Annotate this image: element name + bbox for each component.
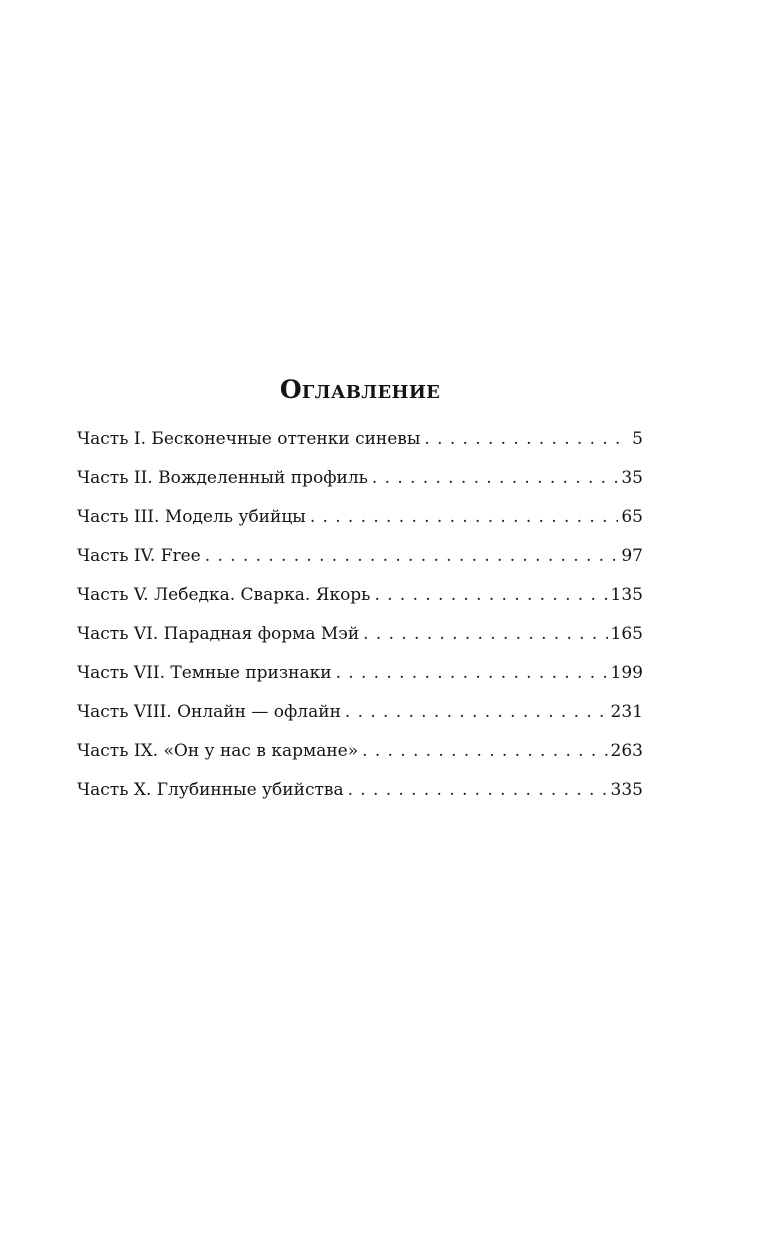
toc-entry-label: Часть I. Бесконечные оттенки синевы bbox=[77, 429, 421, 449]
toc-entry-page: 5 bbox=[632, 429, 643, 449]
toc-dot-leader bbox=[424, 426, 629, 452]
toc-entry-page: 35 bbox=[621, 468, 643, 488]
toc-dot-leader bbox=[363, 621, 607, 647]
toc-entry bbox=[77, 543, 643, 582]
toc-dot-leader bbox=[362, 738, 607, 764]
toc-entry-label: Часть V. Лебедка. Сварка. Якорь bbox=[77, 585, 371, 605]
toc-entry-label: Часть X. Глубинные убийства bbox=[77, 780, 344, 800]
toc-entry bbox=[77, 621, 643, 660]
toc-entry-label: Часть III. Модель убийцы bbox=[77, 507, 306, 527]
toc-entry bbox=[77, 699, 643, 738]
toc-list bbox=[77, 426, 643, 816]
toc-entry-page: 65 bbox=[621, 507, 643, 527]
toc-entry bbox=[77, 777, 643, 816]
toc-dot-leader bbox=[336, 660, 608, 686]
toc-entry-label: Часть II. Вожделенный профиль bbox=[77, 468, 368, 488]
toc-entry-label: Часть VI. Парадная форма Мэй bbox=[77, 624, 360, 644]
toc-entry bbox=[77, 738, 643, 777]
toc-entry-label: Часть VII. Темные признаки bbox=[77, 663, 332, 683]
toc-title: Оглавление bbox=[279, 374, 441, 404]
toc-entry bbox=[77, 582, 643, 621]
toc-dot-leader bbox=[310, 504, 619, 530]
toc-entry-page: 165 bbox=[610, 624, 643, 644]
toc-entry bbox=[77, 660, 643, 699]
toc-entry-page: 263 bbox=[610, 741, 643, 761]
toc-entry bbox=[77, 426, 643, 465]
toc-dot-leader bbox=[345, 699, 608, 725]
toc-entry-label: Часть VIII. Онлайн — офлайн bbox=[77, 702, 341, 722]
toc-entry-page: 97 bbox=[621, 546, 643, 566]
toc-dot-leader bbox=[205, 543, 619, 569]
toc-entry-page: 231 bbox=[610, 702, 643, 722]
toc-entry-page: 135 bbox=[610, 585, 643, 605]
toc-dot-leader bbox=[374, 582, 607, 608]
toc-dot-leader bbox=[348, 777, 608, 803]
toc-entry bbox=[77, 504, 643, 543]
toc-entry-page: 335 bbox=[610, 780, 643, 800]
toc-entry-page: 199 bbox=[610, 663, 643, 683]
toc-entry-label: Часть IV. Free bbox=[77, 546, 201, 566]
toc-dot-leader bbox=[372, 465, 618, 491]
toc-entry bbox=[77, 465, 643, 504]
toc-entry-label: Часть IX. «Он у нас в кармане» bbox=[77, 741, 359, 761]
